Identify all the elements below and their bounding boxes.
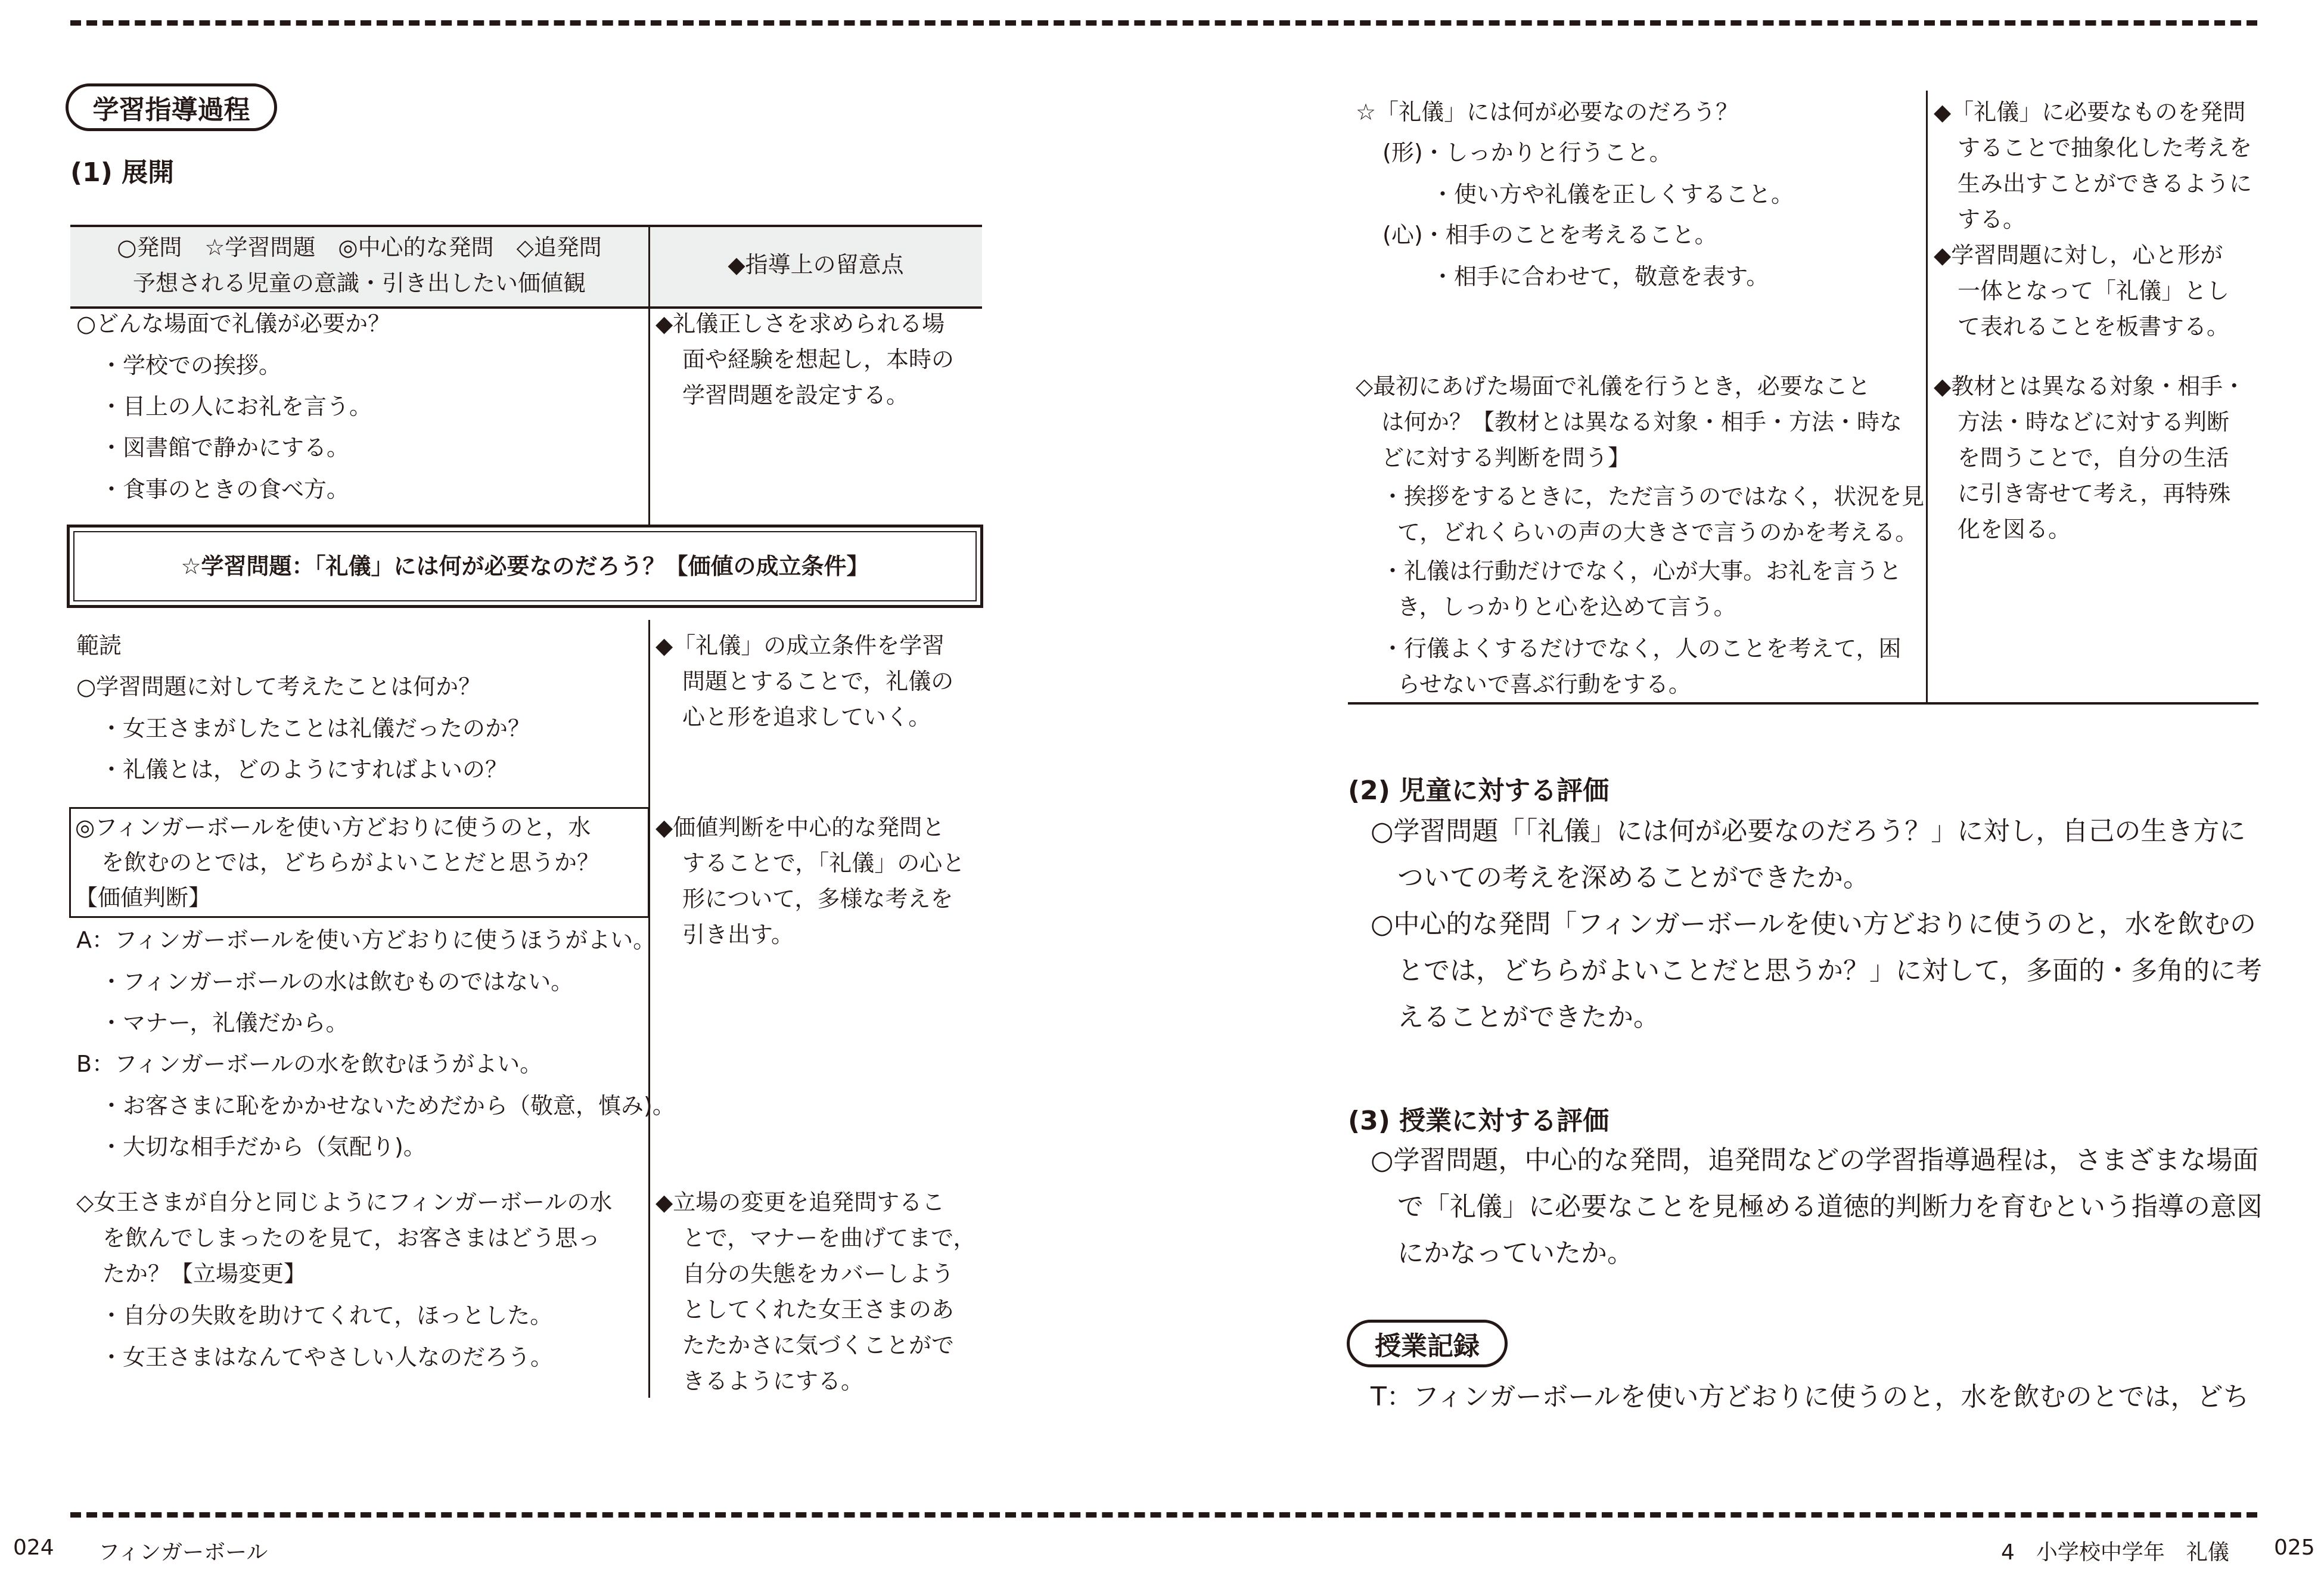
- column-divider: [1926, 91, 1928, 703]
- follow-up-question: を飲んでしまったのを見て，お客さまはどう思っ: [102, 1225, 601, 1251]
- guidance-note: 問題とすることで，礼儀の: [682, 668, 954, 694]
- list-item: ・礼儀とは，どのようにすればよいの？: [100, 756, 508, 783]
- guidance-note: 一体となって「礼儀」とし: [1958, 278, 2230, 304]
- footer-title: フィンガーボール: [98, 1540, 268, 1565]
- central-question: を飲むのとでは，どちらがよいことだと思うか？: [101, 849, 600, 876]
- header-expected-awareness: 予想される児童の意識・引き出したい価値観: [132, 270, 586, 296]
- eval-text: で「礼儀」に必要なことを見極める道徳的判断力を育むという指導の意図: [1397, 1192, 2263, 1222]
- guidance-note: ◆礼儀正しさを求められる場: [655, 311, 945, 337]
- bottom-dashed-rule: [70, 1512, 2257, 1518]
- guidance-note: 形について，多様な考えを: [682, 886, 953, 912]
- section-pill-lesson-record: 授業記録: [1347, 1320, 1508, 1367]
- guidance-note: ◆教材とは異なる対象・相手・: [1934, 373, 2246, 399]
- answer-line: ・使い方や礼儀を正しくすること。: [1431, 181, 1794, 207]
- guidance-note: ◆「礼儀」に必要なものを発問: [1934, 99, 2246, 125]
- eval-text: ○中心的な発問「フィンガーボールを使い方どおりに使うのと，水を飲むの: [1371, 909, 2256, 939]
- central-question: ◎フィンガーボールを使い方どおりに使うのと，水: [75, 814, 591, 840]
- list-item: ・図書館で静かにする。: [100, 435, 350, 461]
- guidance-note: することで抽象化した考えを: [1958, 135, 2252, 161]
- list-item: ・行儀よくするだけでなく，人のことを考えて，困: [1381, 635, 1902, 662]
- guidance-note: 生み出すことができるように: [1958, 170, 2252, 197]
- list-item: ・挨拶をするときに，ただ言うのではなく，状況を見: [1381, 483, 1925, 510]
- list-item: ・フィンガーボールの水は飲むものではない。: [100, 969, 574, 995]
- follow-up-question: ◇女王さまが自分と同じようにフィンガーボールの水: [76, 1189, 613, 1215]
- list-item: ・女王さまはなんてやさしい人なのだろう。: [100, 1344, 554, 1370]
- list-item: ・大切な相手だから（気配り)。: [100, 1134, 426, 1160]
- answer-line: (心)・相手のことを考えること。: [1382, 222, 1717, 248]
- heading-eval-children: (2) 児童に対する評価: [1348, 775, 1610, 806]
- guidance-note: たたかさに気づくことがで: [682, 1332, 955, 1358]
- eval-text: ついての考えを深めることができたか。: [1397, 862, 1869, 893]
- list-item: ・目上の人にお礼を言う。: [100, 393, 372, 420]
- column-divider: [648, 225, 650, 525]
- follow-up-question: は何か？【教材とは異なる対象・相手・方法・時な: [1381, 409, 1903, 435]
- eval-text: にかなっていたか。: [1397, 1238, 1633, 1268]
- list-item: ・食事のときの食べ方。: [100, 476, 350, 502]
- list-item: ・マナー，礼儀だから。: [100, 1010, 349, 1036]
- guidance-note: を問うことで，自分の生活: [1958, 445, 2229, 471]
- eval-text: ○学習問題，中心的な発問，追発問などの学習指導過程は，さまざまな場面: [1371, 1145, 2259, 1175]
- guidance-note: て表れることを板書する。: [1958, 314, 2230, 340]
- top-dashed-rule: [70, 20, 2257, 26]
- header-guidance-notes: ◆指導上の留意点: [728, 252, 904, 278]
- question-scene: ○どんな場面で礼儀が必要か？: [76, 311, 391, 337]
- learning-problem-text: ☆学習問題：「礼儀」には何が必要なのだろう？【価値の成立条件】: [181, 553, 869, 579]
- guidance-note: ◆価値判断を中心的な発問と: [655, 814, 945, 840]
- footer-chapter: 4 小学校中学年 礼儀: [2001, 1540, 2229, 1565]
- guidance-note: ◆学習問題に対し，心と形が: [1934, 242, 2223, 268]
- guidance-note: 自分の失態をカバーしよう: [682, 1261, 955, 1287]
- guidance-note: する。: [1958, 206, 2026, 232]
- guidance-note: 方法・時などに対する判断: [1958, 409, 2230, 435]
- answer-line: ・相手に合わせて，敬意を表す。: [1431, 263, 1769, 290]
- question-line: ☆「礼儀」には何が必要なのだろう？: [1356, 99, 1739, 125]
- answer-line: (形)・しっかりと行うこと。: [1382, 139, 1672, 166]
- guidance-note: 化を図る。: [1958, 516, 2071, 542]
- guidance-note: ◆「礼儀」の成立条件を学習: [655, 632, 945, 659]
- section-pill-learning-process: 学習指導過程: [66, 83, 277, 131]
- guidance-note: 心と形を追求していく。: [682, 704, 931, 730]
- answer-a: A：フィンガーボールを使い方どおりに使うほうがよい。: [76, 927, 656, 953]
- list-item: らせないで喜ぶ行動をする。: [1397, 671, 1691, 697]
- page-number-left: 024: [13, 1535, 54, 1560]
- record-line: T：フィンガーボールを使い方どおりに使うのと，水を飲むのとでは，どち: [1371, 1382, 2250, 1412]
- subheading-development: (1) 展開: [70, 157, 175, 188]
- list-item: ・お客さまに恥をかかせないためだから（敬意，慎み)。: [100, 1093, 675, 1119]
- follow-up-question: たか？【立場変更】: [102, 1261, 307, 1287]
- guidance-note: としてくれた女王さまのあ: [682, 1296, 955, 1323]
- eval-text: ○学習問題「「礼儀」には何が必要なのだろう？」に対し，自己の生き方に: [1371, 816, 2246, 846]
- guidance-note: 学習問題を設定する。: [682, 382, 909, 408]
- central-question: 【価値判断】: [75, 885, 212, 911]
- list-item: ・学校での挨拶。: [100, 352, 282, 378]
- follow-up-question: どに対する判断を問う】: [1381, 445, 1631, 471]
- guidance-note: 面や経験を想起し，本時の: [682, 346, 955, 373]
- table-bottom-rule: [1348, 702, 2258, 705]
- answer-b: B：フィンガーボールの水を飲むほうがよい。: [76, 1051, 543, 1077]
- header-legend: ○発問 ☆学習問題 ◎中心的な発問 ◇追発問: [117, 234, 602, 260]
- page-number-right: 025: [2274, 1535, 2315, 1560]
- list-item: ・自分の失敗を助けてくれて，ほっとした。: [100, 1302, 553, 1329]
- question-thoughts: ○学習問題に対して考えたことは何か？: [76, 674, 481, 700]
- list-item: て，どれくらいの声の大きさで言うのかを考える。: [1397, 519, 1918, 545]
- list-item: ・礼儀は行動だけでなく，心が大事。お礼を言うと: [1381, 558, 1902, 584]
- column-divider: [648, 620, 650, 1398]
- follow-up-question: ◇最初にあげた場面で礼儀を行うとき，必要なこと: [1356, 373, 1871, 399]
- eval-text: えることができたか。: [1397, 1002, 1660, 1032]
- guidance-note: きるようにする。: [682, 1368, 864, 1394]
- guidance-note: 引き出す。: [682, 922, 794, 948]
- heading-eval-lesson: (3) 授業に対する評価: [1348, 1106, 1610, 1136]
- reading-label: 範読: [76, 632, 122, 659]
- eval-text: とでは，どちらがよいことだと思うか？」に対して，多面的・多角的に考: [1397, 955, 2263, 986]
- guidance-note: することで，「礼儀」の心と: [682, 850, 965, 876]
- list-item: き，しっかりと心を込めて言う。: [1397, 594, 1736, 620]
- guidance-note: とで，マナーを曲げてまで，: [682, 1225, 976, 1251]
- guidance-note: ◆立場の変更を追発問するこ: [655, 1189, 945, 1215]
- list-item: ・女王さまがしたことは礼儀だったのか？: [100, 715, 531, 741]
- guidance-note: に引き寄せて考え，再特殊: [1958, 480, 2231, 507]
